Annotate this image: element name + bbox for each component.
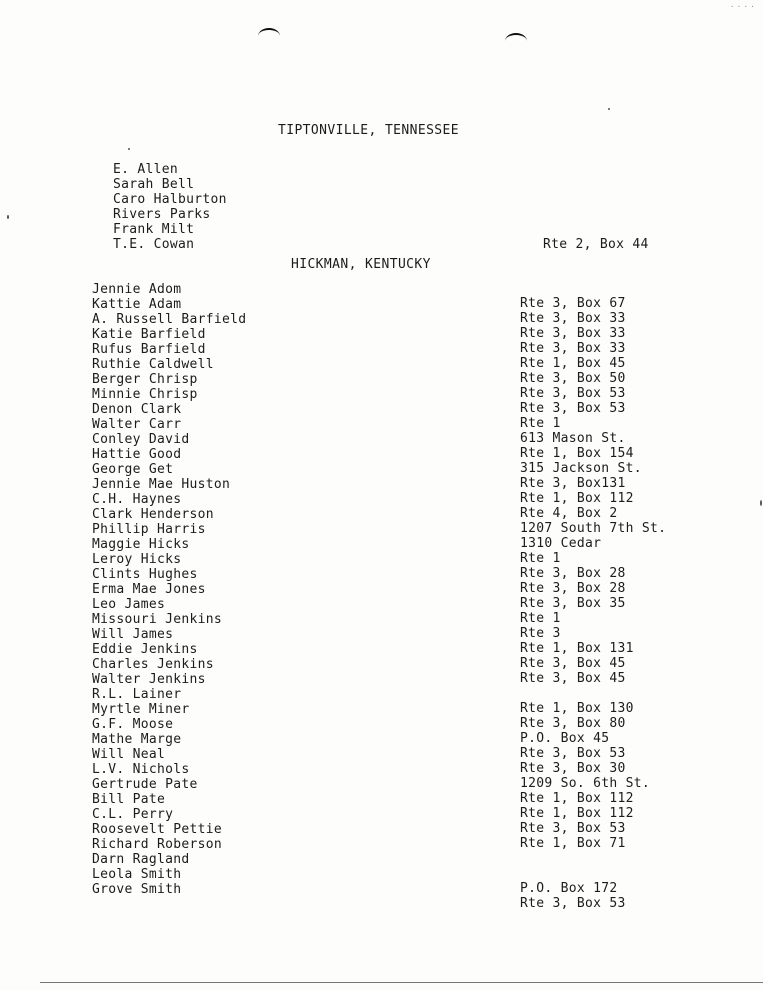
list-item-address: 1207 South 7th St. — [520, 521, 667, 536]
list-item-name: Missouri Jenkins — [92, 612, 223, 627]
speck — [128, 148, 130, 150]
list-item-name: Phillip Harris — [92, 522, 206, 537]
list-item-name: C.L. Perry — [92, 807, 174, 822]
list-item-name: Walter Jenkins — [92, 672, 206, 687]
list-item-name: Denon Clark — [92, 402, 182, 417]
list-item-name: Kattie Adam — [92, 297, 182, 312]
punch-hole-mark — [505, 33, 527, 49]
list-item-name: Erma Mae Jones — [92, 582, 206, 597]
list-item-address — [520, 866, 666, 881]
list-item-name: Leroy Hicks — [92, 552, 182, 567]
list-item-name: Charles Jenkins — [92, 657, 214, 672]
list-item-address: 613 Mason St. — [520, 431, 626, 446]
list-item-name: Eddie Jenkins — [92, 642, 198, 657]
speck — [7, 215, 9, 219]
list-item-address: Rte 1, Box 130 — [520, 701, 634, 716]
list-item-name: Conley David — [92, 432, 190, 447]
list-item-address — [520, 851, 666, 866]
speck — [760, 500, 762, 506]
list-item-name: Maggie Hicks — [92, 537, 190, 552]
list-item-name: E. Allen — [113, 162, 179, 177]
list-item-address: Rte 3, Box 30 — [520, 761, 626, 776]
list-item-name: R.L. Lainer — [92, 687, 182, 702]
speck — [608, 108, 610, 110]
list-item-name: T.E. Cowan — [113, 237, 195, 252]
list-item-name: Walter Carr — [92, 417, 182, 432]
list-item-name: Ruthie Caldwell — [92, 357, 214, 372]
list-item-name: Rivers Parks — [113, 207, 211, 222]
list-item-address: Rte 3, Box 33 — [520, 341, 626, 356]
list-item-name: Caro Halburton — [113, 192, 227, 207]
list-item-name: Frank Milt — [113, 222, 195, 237]
list-item-address: Rte 3, Box 53 — [520, 386, 626, 401]
list-item-name: Clints Hughes — [92, 567, 198, 582]
list-item-address: Rte 1, Box 154 — [520, 446, 634, 461]
bottom-edge-line — [40, 982, 763, 983]
list-item-address: Rte 3, Box 53 — [520, 896, 626, 911]
list-item-address: Rte 1 — [520, 611, 561, 626]
list-item-name: Rufus Barfield — [92, 342, 206, 357]
list-item-address: Rte 1 — [520, 416, 561, 431]
list-item-address: Rte 1, Box 131 — [520, 641, 634, 656]
edge-marks: .... — [729, 0, 757, 9]
list-item-address: Rte 3, Box 80 — [520, 716, 626, 731]
list-item-name: Mathe Marge — [92, 732, 182, 747]
list-item-name: Clark Henderson — [92, 507, 214, 522]
list-item-address: Rte 1, Box 112 — [520, 791, 634, 806]
list-item-address — [520, 686, 666, 701]
list-item-name: Gertrude Pate — [92, 777, 198, 792]
list-item-address: Rte 1, Box 71 — [520, 836, 626, 851]
list-item-name: Bill Pate — [92, 792, 166, 807]
list-item-name: Minnie Chrisp — [92, 387, 198, 402]
list-item-address: P.O. Box 45 — [520, 731, 610, 746]
list-item-address: Rte 3, Box 33 — [520, 311, 626, 326]
list-item-name: Grove Smith — [92, 882, 182, 897]
list-item-name: Will James — [92, 627, 174, 642]
list-item-address: 1209 So. 6th St. — [520, 776, 651, 791]
list-item-name: Roosevelt Pettie — [92, 822, 223, 837]
list-item-address: Rte 1 — [520, 551, 561, 566]
list-item-address: Rte 3, Box 67 — [520, 296, 626, 311]
list-item-name: Darn Ragland — [92, 852, 190, 867]
list-item-name: Hattie Good — [92, 447, 182, 462]
list-item-address: Rte 3, Box 53 — [520, 746, 626, 761]
list-item-address: Rte 3 — [520, 626, 561, 641]
list-item-name: L.V. Nichols — [92, 762, 190, 777]
list-item-address: Rte 3, Box131 — [520, 476, 626, 491]
list-item-address: 1310 Cedar — [520, 536, 602, 551]
list-item-name: A. Russell Barfield — [92, 312, 247, 327]
list-item-address: Rte 1, Box 112 — [520, 491, 634, 506]
list-item-address: Rte 3, Box 28 — [520, 566, 626, 581]
list-item-address: Rte 4, Box 2 — [520, 506, 618, 521]
section-heading-hickman: HICKMAN, KENTUCKY — [291, 257, 431, 272]
list-item-name: Sarah Bell — [113, 177, 195, 192]
list-item-address: Rte 3, Box 28 — [520, 581, 626, 596]
list-item-address: Rte 3, Box 50 — [520, 371, 626, 386]
list-item-name: Richard Roberson — [92, 837, 223, 852]
list-item-address: Rte 2, Box 44 — [543, 237, 649, 252]
tiptonville-address-list — [543, 237, 649, 252]
list-item-address: P.O. Box 172 — [520, 881, 618, 896]
list-item-name: Leola Smith — [92, 867, 182, 882]
list-item-address: Rte 3, Box 45 — [520, 671, 626, 686]
list-item-address: Rte 3, Box 45 — [520, 656, 626, 671]
list-item-name: Jennie Mae Huston — [92, 477, 231, 492]
list-item-name: Myrtle Miner — [92, 702, 190, 717]
list-item-name: George Get — [92, 462, 174, 477]
list-item-name: Jennie Adom — [92, 282, 182, 297]
list-item-address: Rte 1, Box 45 — [520, 356, 626, 371]
list-item-address: Rte 3, Box 35 — [520, 596, 626, 611]
hickman-address-list — [520, 296, 666, 911]
list-item-address: Rte 1, Box 112 — [520, 806, 634, 821]
hickman-name-list — [92, 282, 246, 897]
tiptonville-name-list — [113, 162, 227, 252]
list-item-name: G.F. Moose — [92, 717, 174, 732]
list-item-name: Berger Chrisp — [92, 372, 198, 387]
list-item-address: Rte 3, Box 53 — [520, 821, 626, 836]
list-item-name: C.H. Haynes — [92, 492, 182, 507]
list-item-address: Rte 3, Box 33 — [520, 326, 626, 341]
list-item-name: Katie Barfield — [92, 327, 206, 342]
section-heading-tiptonville: TIPTONVILLE, TENNESSEE — [278, 123, 459, 138]
punch-hole-mark — [258, 28, 280, 44]
list-item-address: Rte 3, Box 53 — [520, 401, 626, 416]
list-item-name: Will Neal — [92, 747, 166, 762]
list-item-name: Leo James — [92, 597, 166, 612]
list-item-address: 315 Jackson St. — [520, 461, 642, 476]
